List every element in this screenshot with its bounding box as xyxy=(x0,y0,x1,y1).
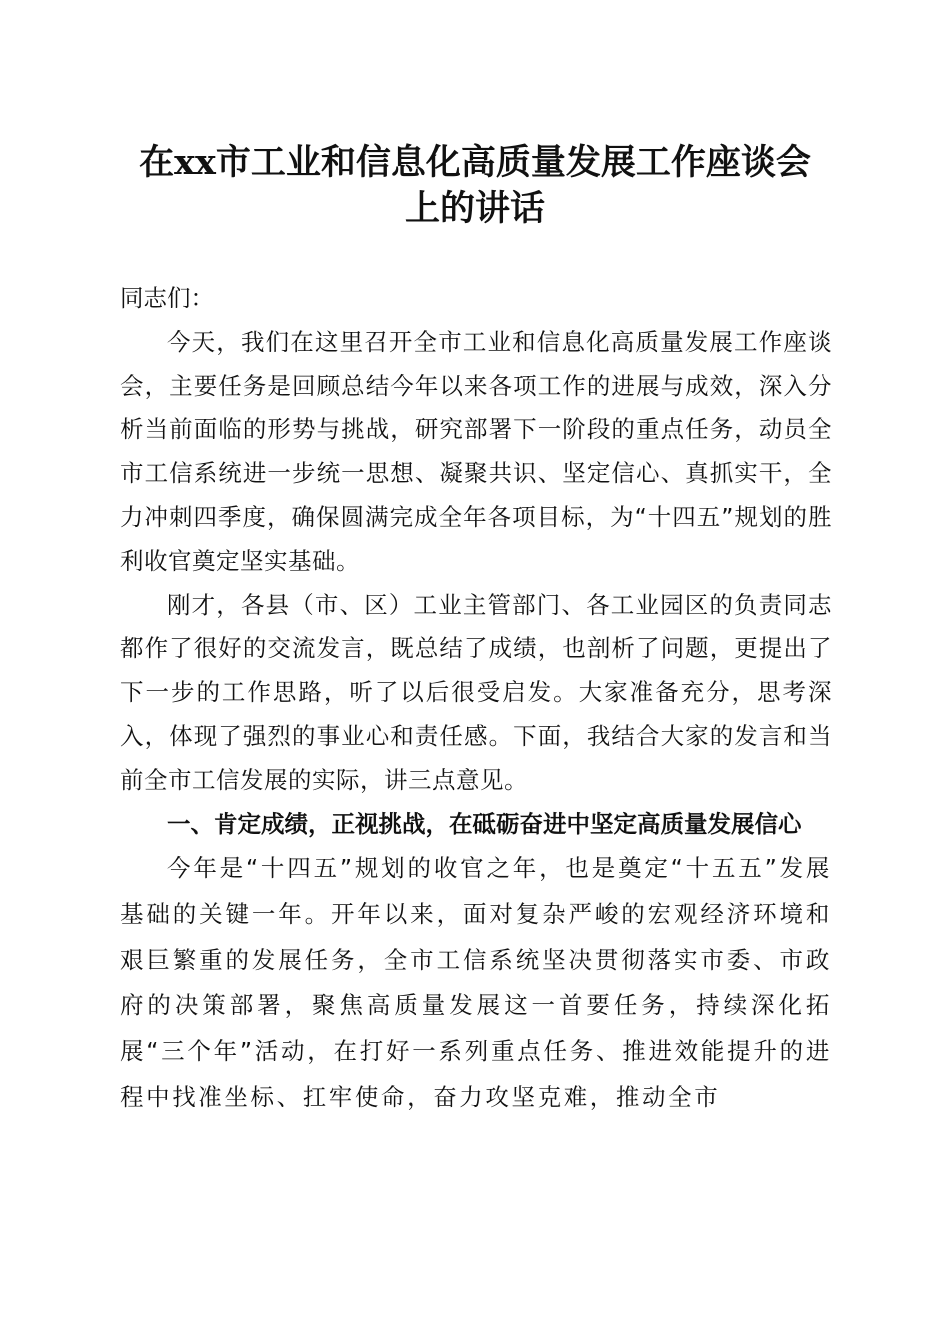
paragraph-response: 刚才，各县（市、区）工业主管部门、各工业园区的负责同志都作了很好的交流发言，既总结了成绩，也剖析了问题，更提出了下一步的工作思路，听了以后很受启发。大家准备充分，思考深入，体现了强烈的事业心和责任感。下面，我结合大家的发言和当前全市工信发展的实际，讲三点意见。 xyxy=(120,590,832,794)
document-title xyxy=(100,140,850,232)
title-line-1: 在xx市工业和信息化高质量发展工作座谈会 xyxy=(139,142,811,183)
title-line-2: 上的讲话 xyxy=(404,188,545,229)
section-heading-1: 一、肯定成绩，正视挑战，在砥砺奋进中坚定高质量发展信心 xyxy=(167,809,802,838)
paragraph-section-1: 今年是“十四五”规划的收官之年，也是奠定“十五五”发展基础的关键一年。开年以来，面对复杂严峻的宏观经济环境和艰巨繁重的发展任务，全市工信系统坚决贯彻落实市委、市政府的决策部署，聚焦高质量发展这一首要任务，持续深化拓展“三个年”活动，在打好一系列重点任务、推进效能提升的进程中找准坐标、扛牢使命，奋力攻坚克难，推动全市 xyxy=(120,854,832,1111)
salutation: 同志们： xyxy=(120,284,214,312)
document-body xyxy=(120,277,832,1121)
paragraph-opening: 今天，我们在这里召开全市工业和信息化高质量发展工作座谈会，主要任务是回顾总结今年以来各项工作的进展与成效，深入分析当前面临的形势与挑战，研究部署下一阶段的重点任务，动员全市工信系统进一步统一思想、凝聚共识、坚定信心、真抓实干，全力冲刺四季度，确保圆满完成全年各项目标，为“十四五”规划的胜利收官奠定坚实基础。 xyxy=(120,327,832,575)
